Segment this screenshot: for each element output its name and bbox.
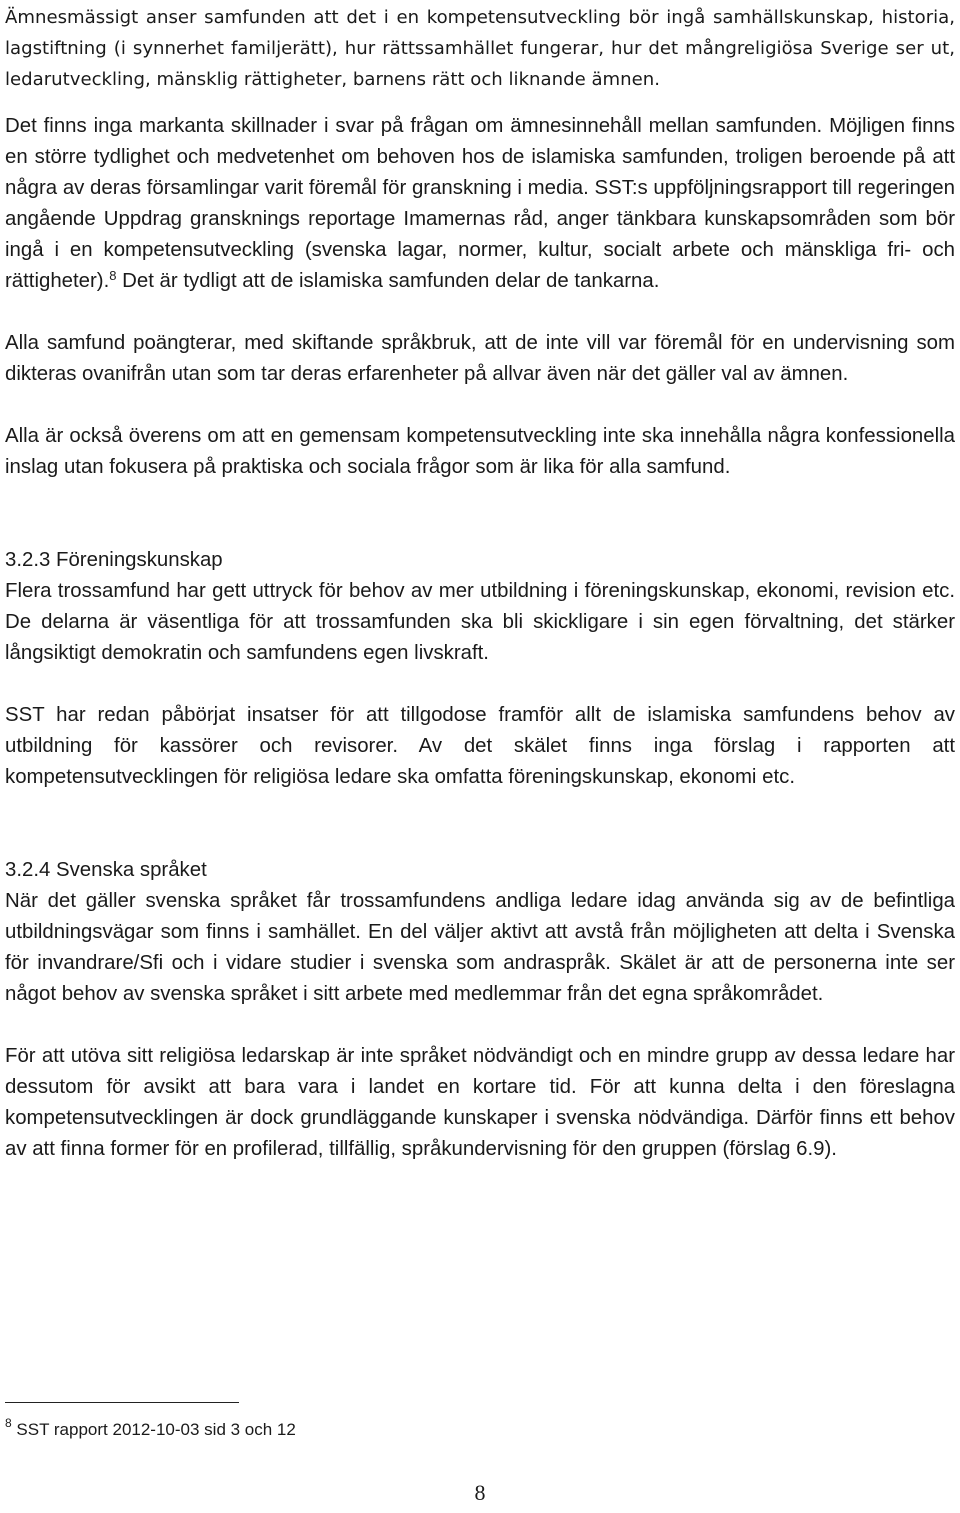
paragraph-differences-text: Det finns inga markanta skillnader i svar på frågan om ämnesinnehåll mellan samfunden. Möjligen finns en större tydlighet och medvetenhet om behoven hos de islamiska samfunden, troligen beroende på att några av deras församlingar varit föremål för granskning i media. SST:s uppföljningsrapport till regeringen angående Uppdrag gransknings reportage Imamernas råd, anger tänkbara kunskapsområden som bör ingå i en kompetensutveckling (svenska lagar, normer, kultur, socialt arbete och mänskliga fri- och rättigheter). [5, 115, 955, 292]
section-heading-svenska-spraket: 3.2.4 Svenska språket [5, 859, 207, 881]
paragraph-differences-tail: Det är tydligt att de islamiska samfunden delar de tankarna. [116, 270, 660, 292]
paragraph-differences [5, 111, 955, 297]
footnote-text: SST rapport 2012-10-03 sid 3 och 12 [16, 1420, 296, 1439]
paragraph-language-need: För att utöva sitt religiösa ledarskap är inte språket nödvändigt och en mindre grupp av dessa ledare har dessutom för avsikt att bara vara i landet en kortare tid. För att kunna delta i den föreslagna kompetensutvecklingen är dock grundläggande kunskaper i svenska nödvändiga. Därför finns ett behov av att finna former för en profilerad, tillfällig, språkundervisning för den gruppen (förslag 6.9). [5, 1045, 955, 1160]
section-heading-foreningskunskap: 3.2.3 Föreningskunskap [5, 549, 223, 571]
page-number: 8 [474, 1480, 486, 1505]
footnote-divider [5, 1402, 239, 1403]
paragraph-sst-initiatives: SST har redan påbörjat insatser för att tillgodose framför allt de islamiska samfundens behov av utbildning för kassörer och revisorer. Av det skälet finns inga förslag i rapporten att kompetensutvecklingen för religiösa ledare ska omfatta föreningskunskap, ekonomi etc. [5, 704, 955, 788]
footnote [5, 1418, 296, 1442]
body-text [5, 2, 955, 1165]
paragraph-all-communities: Alla samfund poängterar, med skiftande språkbruk, att de inte vill var föremål för en undervisning som dikteras ovanifrån utan som tar deras erfarenheter på allvar även när det gäller val av ämnen. [5, 332, 955, 385]
footnote-number: 8 [5, 1416, 12, 1430]
paragraph-subject-areas: Ämnesmässigt anser samfunden att det i en kompetensutveckling bör ingå samhällskunskap, historia, lagstiftning (i synnerhet familjerätt), hur rättssamhället fungerar, hur det mångreligiösa Sverige ser ut, ledarutveckling, mänsklig rättigheter, barnens rätt och liknande ämnen. [5, 7, 955, 90]
footnote-reference: 8 [109, 268, 117, 283]
paragraph-foreningskunskap: Flera trossamfund har gett uttryck för behov av mer utbildning i föreningskunskap, ekonomi, revision etc. De delarna är väsentliga för att trossamfunden ska bli skickligare i sin egen förvaltning, det stärker långsiktigt demokratin och samfundens egen livskraft. [5, 580, 955, 664]
paragraph-agreement: Alla är också överens om att en gemensam kompetensutveckling inte ska innehålla några konfessionella inslag utan fokusera på praktiska och sociala frågor som är lika för alla samfund. [5, 425, 955, 478]
paragraph-swedish-language: När det gäller svenska språket får trossamfundens andliga ledare idag använda sig av de befintliga utbildningsvägar som finns i samhället. En del väljer aktivt att avstå från möjligheten att delta i Svenska för invandrare/Sfi och i vidare studier i svenska som andraspråk. Skälet är att de personerna inte ser något behov av svenska språket i sitt arbete med medlemmar från det egna språkområdet. [5, 890, 955, 1005]
